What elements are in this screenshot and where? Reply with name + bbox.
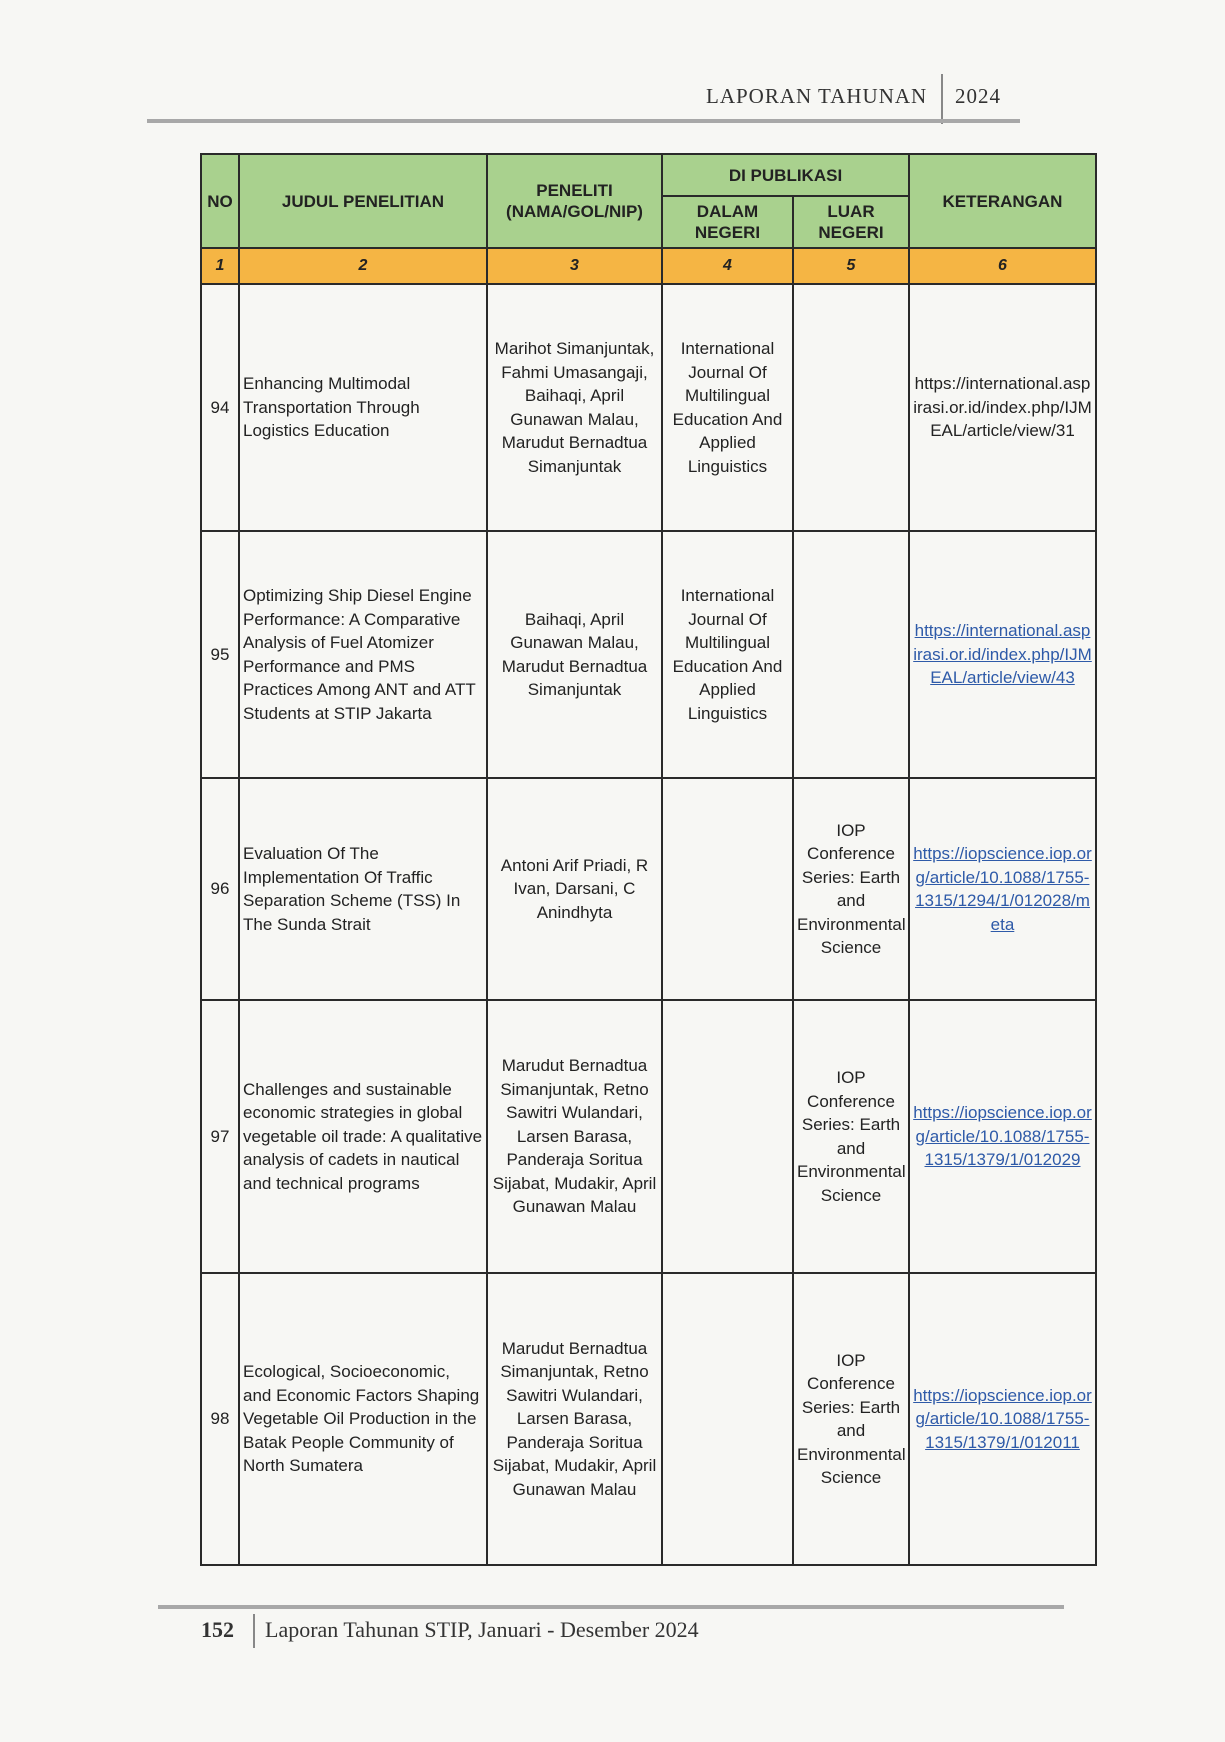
header-dalam-line2: NEGERI <box>694 223 761 242</box>
header-judul: JUDUL PENELITIAN <box>239 154 487 248</box>
footer-rule <box>158 1605 1064 1609</box>
research-table <box>200 153 1097 1566</box>
footer-divider <box>253 1614 255 1648</box>
header-peneliti-line1: PENELITI <box>536 181 613 200</box>
header-luar-line2: NEGERI <box>818 223 884 242</box>
header-luar-negeri <box>793 196 909 248</box>
column-number: 4 <box>662 248 793 284</box>
researchers: Marihot Simanjuntak, Fahmi Umasangaji, Baihaqi, April Gunawan Malau, Marudut Bernadtua Simanjuntak <box>487 284 662 531</box>
dalam-negeri-publication: International Journal Of Multilingual Education And Applied Linguistics <box>662 284 793 531</box>
research-title: Ecological, Socioeconomic, and Economic Factors Shaping Vegetable Oil Production in the Batak People Community of North Sumatera <box>239 1273 487 1565</box>
keterangan-link[interactable]: https://iopscience.iop.org/article/10.1088/1755-1315/1379/1/012029 <box>909 1000 1096 1273</box>
dalam-negeri-publication: International Journal Of Multilingual Education And Applied Linguistics <box>662 531 793 778</box>
header-no: NO <box>201 154 239 248</box>
row-number: 96 <box>201 778 239 1000</box>
header-rule <box>147 119 1020 123</box>
research-title: Optimizing Ship Diesel Engine Performance: A Comparative Analysis of Fuel Atomizer Performance and PMS Practices Among ANT and ATT Students at STIP Jakarta <box>239 531 487 778</box>
column-number: 3 <box>487 248 662 284</box>
header-peneliti <box>487 154 662 248</box>
header-divider <box>941 74 943 124</box>
dalam-negeri-publication <box>662 1000 793 1273</box>
table-row <box>201 1000 1096 1273</box>
luar-negeri-publication: IOP Conference Series: Earth and Environmental Science <box>793 1000 909 1273</box>
header-keterangan: KETERANGAN <box>909 154 1096 248</box>
keterangan-text: https://international.aspirasi.or.id/index.php/IJMEAL/article/view/31 <box>909 284 1096 531</box>
dalam-negeri-publication <box>662 1273 793 1565</box>
header-publikasi: DI PUBLIKASI <box>662 154 909 196</box>
column-number: 1 <box>201 248 239 284</box>
row-number: 94 <box>201 284 239 531</box>
researchers: Antoni Arif Priadi, R Ivan, Darsani, C Anindhyta <box>487 778 662 1000</box>
research-title: Evaluation Of The Implementation Of Traffic Separation Scheme (TSS) In The Sunda Strait <box>239 778 487 1000</box>
column-number: 2 <box>239 248 487 284</box>
luar-negeri-publication <box>793 531 909 778</box>
row-number: 95 <box>201 531 239 778</box>
luar-negeri-publication: IOP Conference Series: Earth and Environmental Science <box>793 778 909 1000</box>
table-row <box>201 778 1096 1000</box>
page-header-year: 2024 <box>955 84 1001 108</box>
column-number: 6 <box>909 248 1096 284</box>
table-row <box>201 531 1096 778</box>
dalam-negeri-publication <box>662 778 793 1000</box>
header-peneliti-line2: (NAMA/GOL/NIP) <box>506 202 643 221</box>
research-title: Enhancing Multimodal Transportation Through Logistics Education <box>239 284 487 531</box>
researchers: Marudut Bernadtua Simanjuntak, Retno Sawitri Wulandari, Larsen Barasa, Panderaja Soritua Sijabat, Mudakir, April Gunawan Malau <box>487 1000 662 1273</box>
footer-text: Laporan Tahunan STIP, Januari - Desember 2024 <box>265 1617 699 1642</box>
page-header-title: LAPORAN TAHUNAN <box>706 84 928 108</box>
column-number: 5 <box>793 248 909 284</box>
keterangan-link[interactable]: https://international.aspirasi.or.id/index.php/IJMEAL/article/view/43 <box>909 531 1096 778</box>
luar-negeri-publication: IOP Conference Series: Earth and Environmental Science <box>793 1273 909 1565</box>
page-number: 152 <box>201 1617 234 1642</box>
header-luar-line1: LUAR <box>827 202 875 221</box>
table-row <box>201 284 1096 531</box>
researchers: Marudut Bernadtua Simanjuntak, Retno Sawitri Wulandari, Larsen Barasa, Panderaja Soritua Sijabat, Mudakir, April Gunawan Malau <box>487 1273 662 1565</box>
keterangan-link[interactable]: https://iopscience.iop.org/article/10.1088/1755-1315/1294/1/012028/meta <box>909 778 1096 1000</box>
table-row <box>201 1273 1096 1565</box>
header-dalam-negeri <box>662 196 793 248</box>
row-number: 98 <box>201 1273 239 1565</box>
researchers: Baihaqi, April Gunawan Malau, Marudut Bernadtua Simanjuntak <box>487 531 662 778</box>
column-number-row <box>201 248 1096 284</box>
research-title: Challenges and sustainable economic strategies in global vegetable oil trade: A qualitative analysis of cadets in nautical and technical programs <box>239 1000 487 1273</box>
luar-negeri-publication <box>793 284 909 531</box>
keterangan-link[interactable]: https://iopscience.iop.org/article/10.1088/1755-1315/1379/1/012011 <box>909 1273 1096 1565</box>
row-number: 97 <box>201 1000 239 1273</box>
header-dalam-line1: DALAM <box>696 202 759 221</box>
